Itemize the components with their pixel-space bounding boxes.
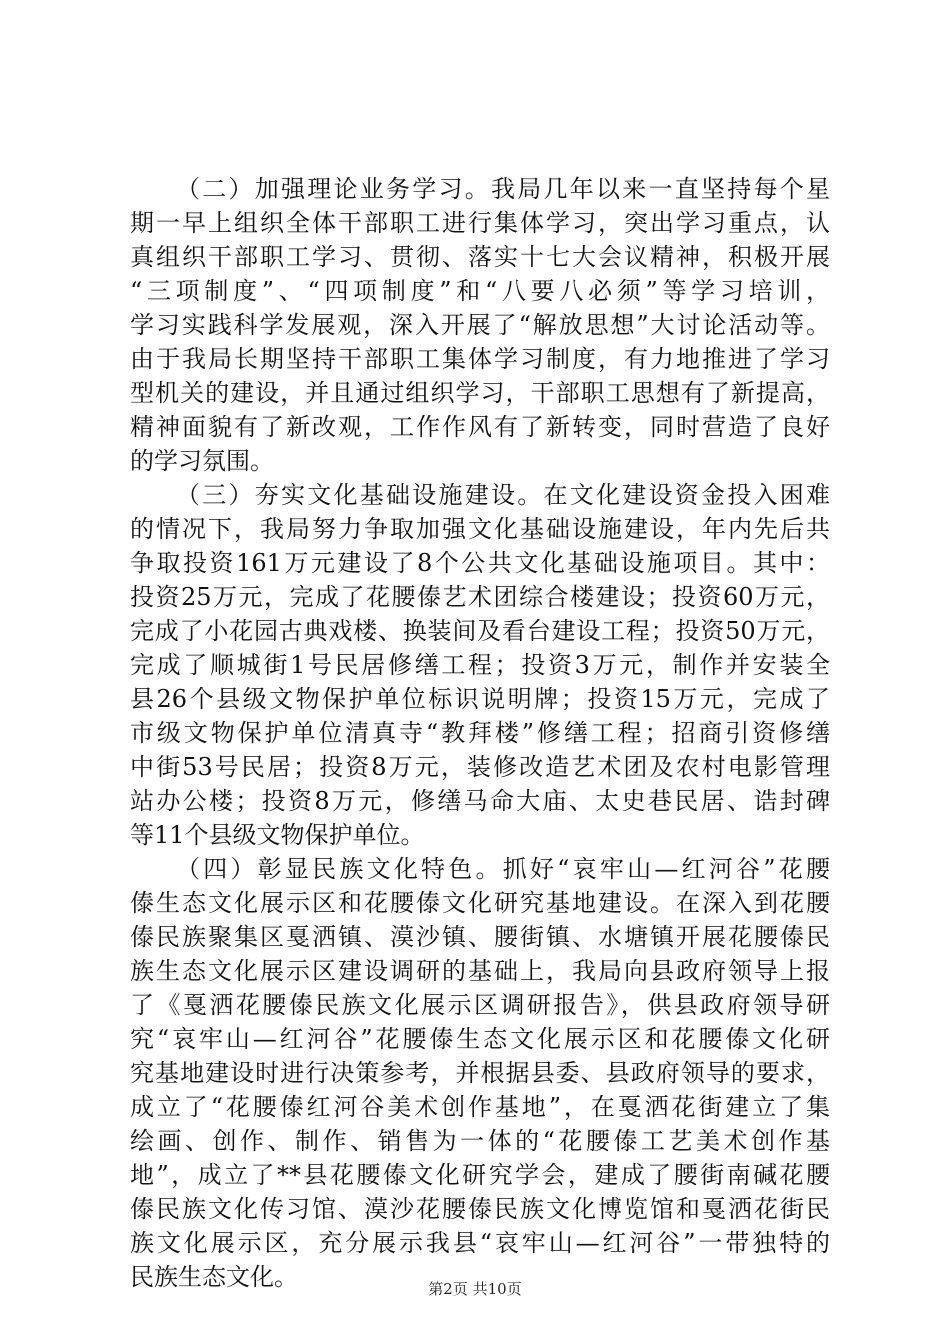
paragraph-line: 的学习氛围。	[130, 447, 274, 475]
paragraph-line: 中街53号民居；投资8万元，装修改造艺术团及农村电影管理	[130, 753, 830, 781]
paragraph-line: 成立了“花腰傣红河谷美术创作基地”，在戛洒花街建立了集	[130, 1093, 830, 1121]
paragraph-line: 争取投资161万元建设了8个公共文化基础设施项目。其中：	[130, 549, 830, 577]
paragraph-line: （二）加强理论业务学习。我局几年以来一直坚持每个星	[176, 175, 830, 203]
paragraph-line: 族文化展示区，充分展示我县“哀牢山—红河谷”一带独特的	[130, 1229, 830, 1257]
paragraph-line: 民族生态文化。	[130, 1263, 298, 1291]
paragraph-line: 绘画、创作、制作、销售为一体的“花腰傣工艺美术创作基	[130, 1127, 830, 1155]
paragraph-line: 族生态文化展示区建设调研的基础上，我局向县政府领导上报	[130, 957, 830, 985]
paragraph-line: 站办公楼；投资8万元，修缮马命大庙、太史巷民居、诰封碑	[130, 787, 830, 815]
paragraph-line: 等11个县级文物保护单位。	[130, 821, 425, 849]
paragraph-line: 究“哀牢山—红河谷”花腰傣生态文化展示区和花腰傣文化研	[130, 1025, 830, 1053]
page-number-footer: 第2页 共10页	[428, 1280, 522, 1298]
paragraph-line: （三）夯实文化基础设施建设。在文化建设资金投入困难	[176, 481, 830, 509]
paragraph-line: （四）彰显民族文化特色。抓好“哀牢山—红河谷”花腰	[176, 855, 830, 883]
paragraph-line: 傣民族聚集区戛洒镇、漠沙镇、腰街镇、水塘镇开展花腰傣民	[130, 923, 830, 951]
paragraph-line: 学习实践科学发展观，深入开展了“解放思想”大讨论活动等。	[130, 311, 830, 339]
paragraph-line: 县26个县级文物保护单位标识说明牌；投资15万元，完成了	[130, 685, 830, 713]
paragraph-line: 期一早上组织全体干部职工进行集体学习，突出学习重点，认	[130, 209, 830, 237]
paragraph-line: 了《戛洒花腰傣民族文化展示区调研报告》，供县政府领导研	[130, 991, 830, 1019]
body-text	[130, 172, 830, 1294]
paragraph-line: 完成了小花园古典戏楼、换装间及看台建设工程；投资50万元，	[130, 617, 830, 645]
paragraph-line: 精神面貌有了新改观，工作作风有了新转变，同时营造了良好	[130, 413, 830, 441]
paragraph-line: 傣生态文化展示区和花腰傣文化研究基地建设。在深入到花腰	[130, 889, 830, 917]
paragraph-line: 投资25万元，完成了花腰傣艺术团综合楼建设；投资60万元，	[130, 583, 830, 611]
paragraph-line: “三项制度”、“四项制度”和“八要八必须”等学习培训，	[130, 277, 830, 305]
paragraph-line: 的情况下，我局努力争取加强文化基础设施建设，年内先后共	[130, 515, 830, 543]
paragraph-line: 真组织干部职工学习、贯彻、落实十七大会议精神，积极开展	[130, 243, 830, 271]
paragraph-line: 型机关的建设，并且通过组织学习，干部职工思想有了新提高，	[130, 379, 830, 407]
paragraph-line: 完成了顺城街1号民居修缮工程；投资3万元，制作并安装全	[130, 651, 830, 679]
paragraph-line: 由于我局长期坚持干部职工集体学习制度，有力地推进了学习	[130, 345, 830, 373]
paragraph-line: 地”，成立了**县花腰傣文化研究学会，建成了腰街南碱花腰	[130, 1161, 830, 1189]
paragraph-line: 市级文物保护单位清真寺“教拜楼”修缮工程；招商引资修缮	[130, 719, 830, 747]
paragraph-line: 傣民族文化传习馆、漠沙花腰傣民族文化博览馆和戛洒花街民	[130, 1195, 830, 1223]
paragraph-line: 究基地建设时进行决策参考，并根据县委、县政府领导的要求，	[130, 1059, 830, 1087]
